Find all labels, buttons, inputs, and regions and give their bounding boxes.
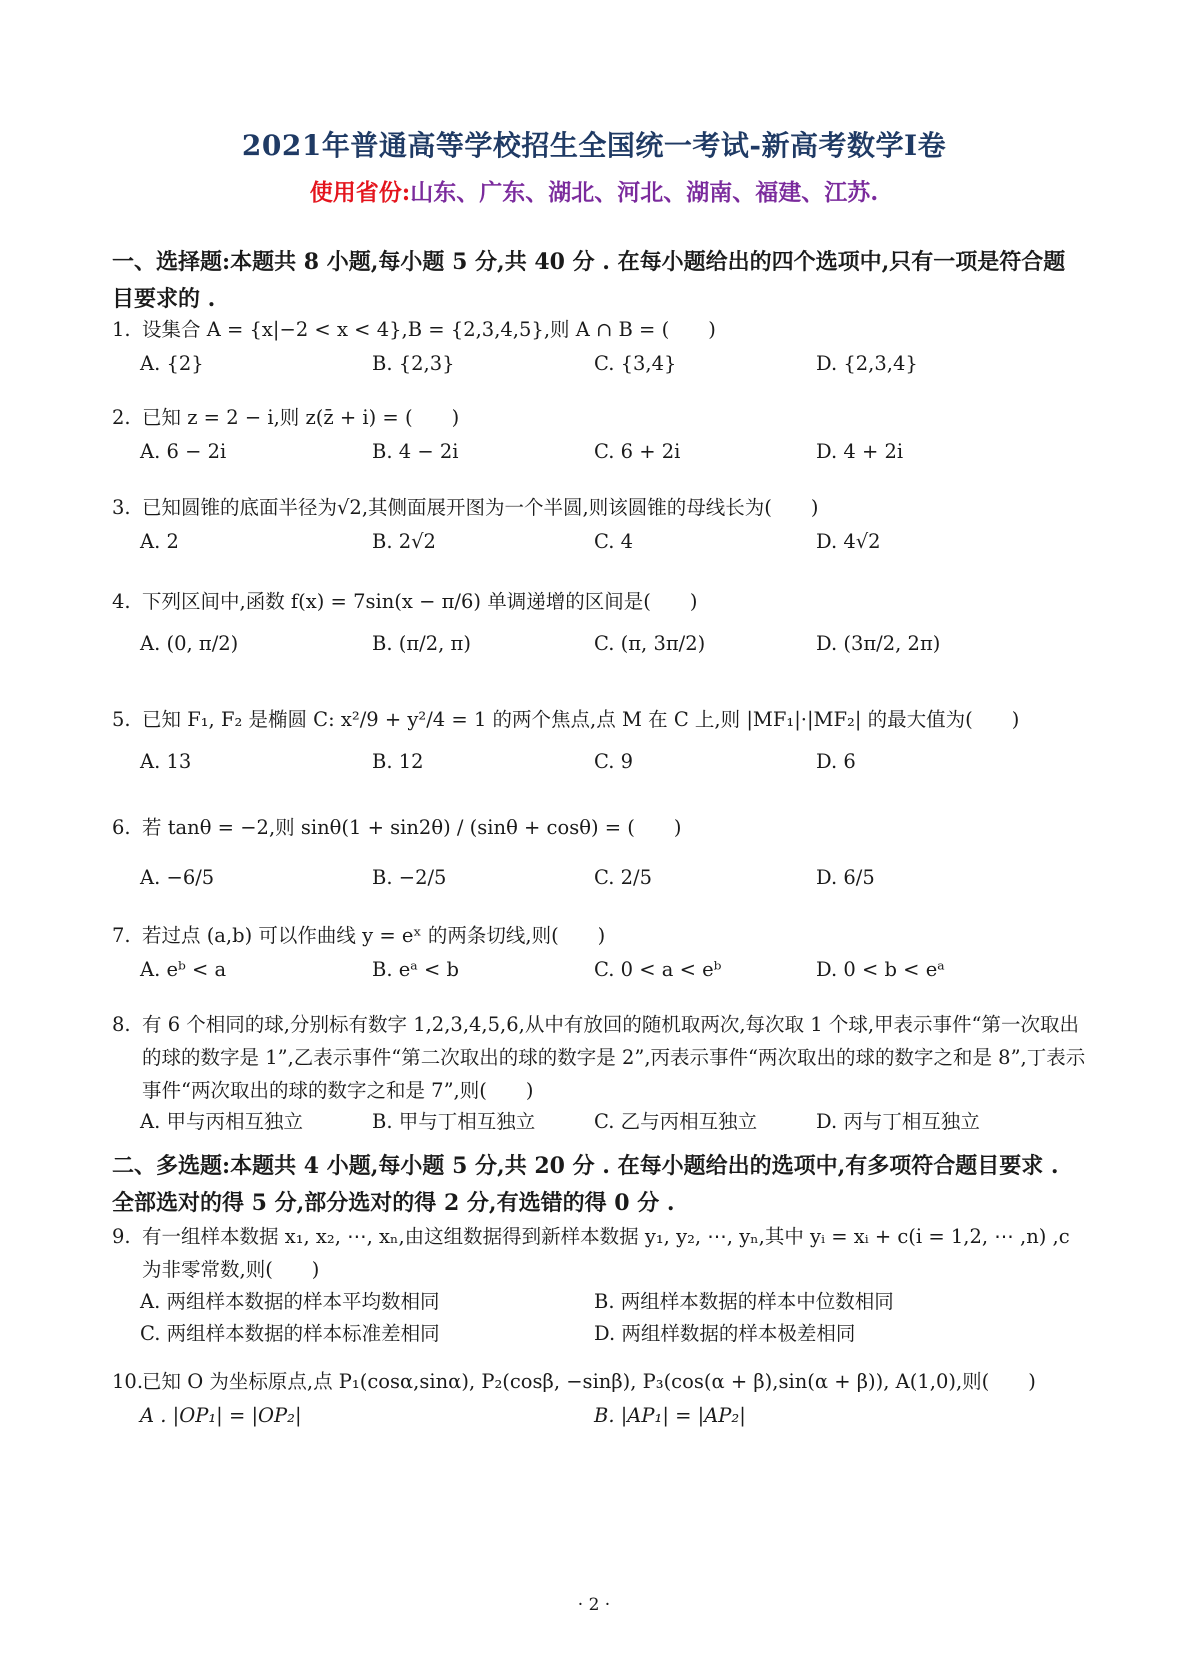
option-c: C. 4 [594,530,634,553]
option-c: C. 乙与丙相互独立 [594,1110,758,1133]
option-a: A. (0, π/2) [140,632,239,655]
question-number: 2. [112,406,131,429]
option-b: B. (π/2, π) [372,632,471,655]
section-heading-single-choice: 一、选择题:本题共 8 小题,每小题 5 分,共 40 分 . 在每小题给出的四个选项中,只有一项是符合题目要求的 . [112,249,1066,312]
option-d: D. 4 + 2i [816,440,904,463]
option-b: B. 甲与丁相互独立 [372,1110,536,1133]
question-8 [112,1008,1094,1107]
option-a: A. 2 [140,530,179,553]
question-10 [112,1368,1036,1396]
option-c: C. 两组样本数据的样本标准差相同 [140,1322,440,1345]
option-a: A. eᵇ < a [140,958,227,981]
question-number: 1. [112,318,131,341]
option-a: A. {2} [140,352,204,375]
question-stem: 已知圆锥的底面半径为√2,其侧面展开图为一个半圆,则该圆锥的母线长为( ) [142,496,819,519]
option-d: D. 丙与丁相互独立 [816,1110,980,1133]
option-b: B. eᵃ < b [372,958,460,981]
option-b: B. |AP₁| = |AP₂| [594,1404,746,1427]
question-stem: 设集合 A = {x|−2 < x < 4},B = {2,3,4,5},则 A ∩ B = ( ) [142,318,716,341]
provinces-line [0,174,1188,207]
option-b: B. 2√2 [372,530,436,553]
question-stem: 已知 F₁, F₂ 是椭圆 C: x²/9 + y²/4 = 1 的两个焦点,点 M 在 C 上,则 |MF₁|·|MF₂| 的最大值为( ) [142,708,1020,731]
question-stem: 已知 O 为坐标原点,点 P₁(cosα,sinα), P₂(cosβ, −sinβ), P₃(cos(α + β),sin(α + β)), A(1,0),则( ) [142,1370,1036,1393]
question-number: 8. [112,1013,131,1036]
option-a: A . |OP₁| = |OP₂| [140,1404,302,1427]
option-c: C. {3,4} [594,352,677,375]
question-2 [112,404,459,432]
question-5 [112,706,1019,734]
option-c: C. 0 < a < eᵇ [594,958,722,981]
option-c: C. (π, 3π/2) [594,632,706,655]
provinces-label: 使用省份: [309,179,411,206]
option-b: B. 12 [372,750,424,773]
option-b: B. {2,3} [372,352,455,375]
option-b: B. 4 − 2i [372,440,459,463]
question-stem: 有一组样本数据 x₁, x₂, ⋯, xₙ,由这组数据得到新样本数据 y₁, y₂, ⋯, yₙ,其中 yᵢ = xᵢ + c(i = 1,2, ⋯ ,n) ,c 为非零常数,则( ) [142,1225,1070,1281]
option-d: D. {2,3,4} [816,352,918,375]
question-number: 4. [112,590,131,613]
provinces-list: 山东、广东、湖北、河北、湖南、福建、江苏. [410,179,879,206]
option-b: B. −2/5 [372,866,447,889]
option-c: C. 6 + 2i [594,440,681,463]
option-c: C. 9 [594,750,634,773]
question-3 [112,494,818,522]
question-stem: 若 tanθ = −2,则 sinθ(1 + sin2θ) / (sinθ + cosθ) = ( ) [142,816,682,839]
option-a: A. 13 [140,750,192,773]
option-b: B. 两组样本数据的样本中位数相同 [594,1290,894,1313]
question-1 [112,316,716,344]
option-a: A. 6 − 2i [140,440,227,463]
question-stem: 下列区间中,函数 f(x) = 7sin(x − π/6) 单调递增的区间是( ) [142,590,698,613]
option-a: A. 甲与丙相互独立 [140,1110,303,1133]
page-title: 2021年普通高等学校招生全国统一考试-新高考数学Ⅰ卷 [241,129,947,162]
page-number: · 2 · [577,1595,611,1615]
option-d: D. (3π/2, 2π) [816,632,941,655]
question-number: 5. [112,708,131,731]
question-7 [112,922,605,950]
option-d: D. 两组样数据的样本极差相同 [594,1322,856,1345]
option-d: D. 4√2 [816,530,881,553]
question-4 [112,588,697,616]
question-6 [112,814,682,842]
option-a: A. 两组样本数据的样本平均数相同 [140,1290,440,1313]
option-a: A. −6/5 [140,866,215,889]
question-number: 9. [112,1225,131,1248]
option-c: C. 2/5 [594,866,653,889]
question-number: 3. [112,496,131,519]
question-stem: 已知 z = 2 − i,则 z(z̄ + i) = ( ) [142,406,460,429]
question-number: 6. [112,816,131,839]
question-number: 7. [112,924,131,947]
option-d: D. 0 < b < eᵃ [816,958,945,981]
section-heading-multiple-choice: 二、多选题:本题共 4 小题,每小题 5 分,共 20 分 . 在每小题给出的选项中,有多项符合题目要求 . 全部选对的得 5 分,部分选对的得 2 分,有选错的得 0 分 . [112,1153,1059,1216]
question-stem: 若过点 (a,b) 可以作曲线 y = eˣ 的两条切线,则( ) [142,924,606,947]
option-d: D. 6 [816,750,856,773]
option-d: D. 6/5 [816,866,875,889]
question-stem: 有 6 个相同的球,分别标有数字 1,2,3,4,5,6,从中有放回的随机取两次,每次取 1 个球,甲表示事件“第一次取出的球的数字是 1”,乙表示事件“第二次取出的球的数字是 2”,丙表示事件“两次取出的球的数字之和是 8”,丁表示事件“两次取出的球的数字之和是 7”,则( ) [142,1013,1086,1102]
question-9 [112,1220,1094,1286]
question-number: 10. [112,1370,144,1393]
